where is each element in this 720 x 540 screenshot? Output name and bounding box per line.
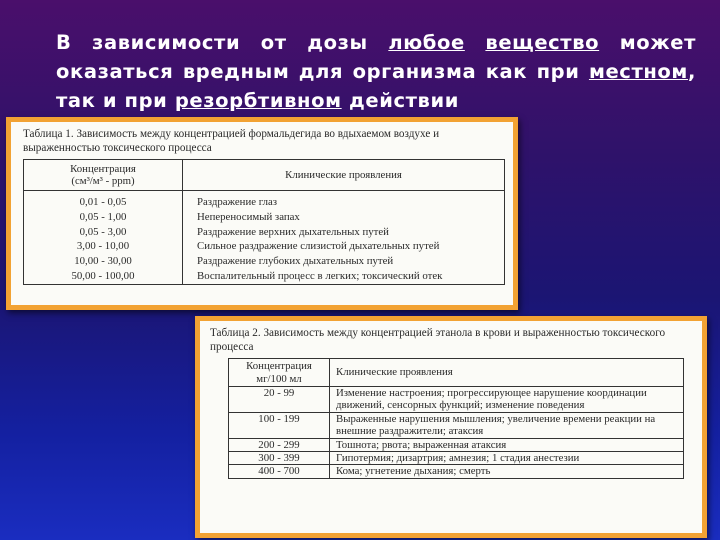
formaldehyde-table: [23, 159, 505, 285]
table-row: [24, 191, 505, 285]
table2-caption: Таблица 2. Зависимость между концентрацией этанола в крови и выраженностью токсического процесса: [210, 327, 666, 353]
table1-header-effects: Клинические проявления: [183, 160, 505, 191]
heading-text: [465, 31, 486, 54]
table1-caption: Таблица 1. Зависимость между концентрацией формальдегида во вдыхаемом воздухе и выраженностью токсического процесса: [23, 128, 440, 154]
heading-text: может оказаться вредным для организма как при: [56, 31, 696, 83]
ethanol-table: [228, 358, 684, 479]
heading-underlined-word: резорбтивном: [174, 89, 342, 112]
table2-header-concentration: Концентрация мг/100 мл: [229, 359, 330, 387]
heading-text: , так и при: [56, 60, 696, 112]
table-row: 20 - 99 Изменение настроения; прогрессирующее нарушение координации движений, сенсорных функций; изменение поведения: [229, 387, 684, 413]
heading-underlined-word: вещество: [485, 31, 600, 54]
heading-underlined-word: местном: [588, 60, 688, 83]
heading-text: действии: [341, 89, 459, 112]
heading-text: В зависимости от дозы: [56, 31, 389, 54]
table-row: 300 - 399 Гипотермия; дизартрия; амнезия; 1 стадия анестезии: [229, 452, 684, 465]
table-row: 400 - 700 Кома; угнетение дыхания; смерть: [229, 465, 684, 478]
slide-heading: [56, 28, 696, 115]
table1-panel: [6, 117, 518, 310]
table-row: 100 - 199 Выраженные нарушения мышления; увеличение времени реакции на внешние раздражители; атаксия: [229, 412, 684, 438]
table2-header-effects: Клинические проявления: [330, 359, 684, 387]
table1-concentration-list: 0,01 - 0,05 0,05 - 1,00 0,05 - 3,00 3,00 - 10,00 10,00 - 30,00 50,00 - 100,00: [24, 191, 183, 285]
heading-underlined-word: любое: [388, 31, 465, 54]
table1-header-concentration: Концентрация (см³/м³ - ppm): [24, 160, 183, 191]
table2-panel: [195, 316, 707, 538]
table1-effects-list: Раздражение глаз Непереносимый запах Раздражение верхних дыхательных путей Сильное раздражение слизистой дыхательных путей Раздражение глубоких дыхательных путей Воспалительный процесс в легких; токсический отек: [183, 191, 505, 285]
table-row: 200 - 299 Тошнота; рвота; выраженная атаксия: [229, 438, 684, 451]
